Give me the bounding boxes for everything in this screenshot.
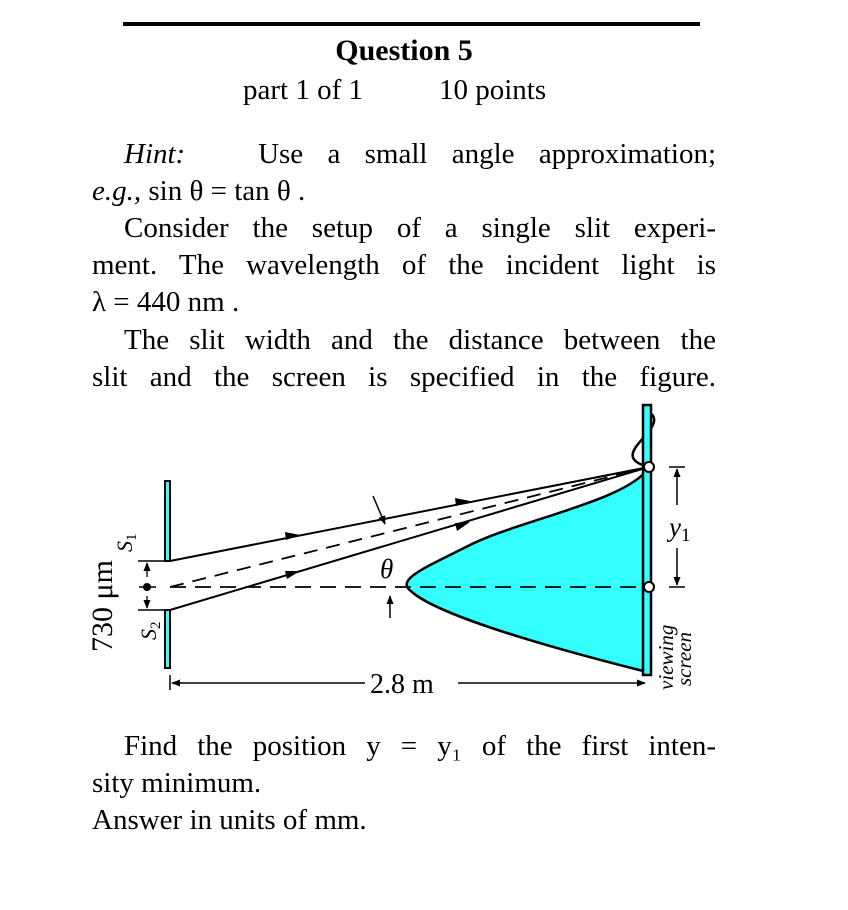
point-y1: [644, 462, 654, 472]
single-slit-diagram: [0, 400, 848, 710]
setup-line-1: Consider the setup of a single slit experi-: [124, 212, 716, 244]
screen-label-screen: screen: [672, 631, 696, 686]
hint-line-1: [92, 136, 716, 173]
top-rule: [123, 22, 700, 26]
ray-arrow-4: [455, 522, 470, 531]
slit-plate-bottom: [165, 610, 170, 668]
slit-line-1: The slit width and the distance between the: [124, 324, 716, 356]
question-points: 10 points: [439, 74, 547, 106]
theta-label: θ: [380, 554, 394, 584]
slit-width-label: 730 μm: [86, 560, 119, 652]
hint-paragraph: [92, 136, 716, 210]
question-paragraph: [92, 728, 716, 839]
viewing-screen: [643, 405, 651, 675]
screen-label-viewing: viewing: [654, 624, 678, 690]
hint-formula: sin θ = tan θ .: [148, 175, 306, 207]
hint-eg: e.g.,: [92, 175, 142, 207]
question-line-2: sity minimum.: [92, 767, 262, 799]
hint-label: Hint:: [124, 138, 186, 170]
slit-s1-label: S1: [112, 533, 140, 552]
setup-line-2: ment. The wavelength of the incident light is: [92, 249, 716, 281]
question-title: Question 5: [335, 34, 473, 67]
wavelength-formula: λ = 440 nm .: [92, 286, 240, 318]
ray-arrow-3: [285, 571, 300, 579]
slit-plate-top: [165, 481, 170, 561]
y1-label: y1: [669, 512, 691, 546]
slit-s2-label: S2: [136, 621, 164, 640]
hint-line-2: [92, 173, 716, 210]
point-center: [644, 582, 654, 592]
hint-text: Use a small angle approximation;: [258, 138, 716, 170]
question-part: part 1 of 1: [243, 74, 363, 106]
question-line-1: Find the position y = y₁ of the first inten-: [124, 730, 716, 762]
slit-line-2: slit and the screen is specified in the figure.: [92, 361, 716, 393]
slit-paragraph: [92, 322, 716, 396]
answer-units: Answer in units of mm.: [92, 804, 367, 836]
distance-label: 2.8 m: [370, 669, 434, 700]
setup-paragraph: [92, 210, 716, 321]
